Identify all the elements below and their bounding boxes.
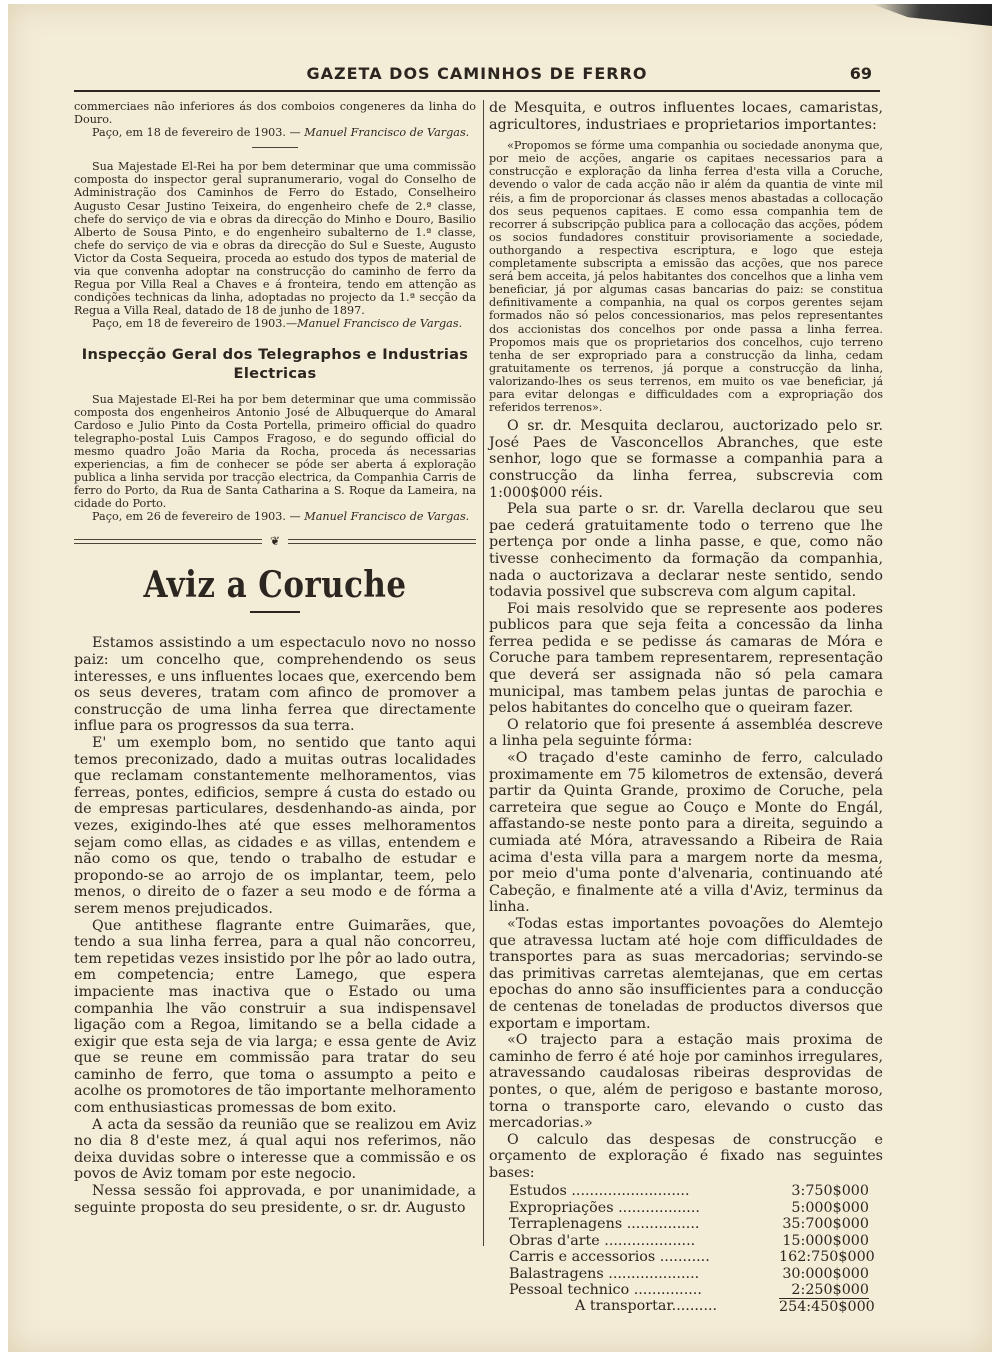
ornament-line — [74, 539, 262, 544]
budget-label: Pessoal technico ............... — [509, 1281, 702, 1298]
article-paragraph: A acta da sessão da reunião que se realizou em Aviz no dia 8 d'este mez, á qual aqui nos referimos, não deixa duvidas sobre o interesse que a commissão e os povos de Aviz tomam por este negocio. — [74, 1116, 476, 1183]
budget-total-row — [489, 1298, 883, 1315]
budget-table — [489, 1183, 883, 1315]
budget-label: Expropriações .................. — [509, 1199, 700, 1216]
title-rule — [250, 611, 300, 613]
budget-row — [489, 1200, 883, 1216]
budget-value: 162:750$000 — [779, 1249, 875, 1266]
signature-name: Manuel Francisco de Vargas. — [297, 317, 463, 331]
budget-total-label: A transportar.......... — [575, 1298, 718, 1315]
left-column — [74, 100, 476, 1250]
budget-label: Terraplenagens ................ — [509, 1216, 700, 1233]
signature-name: Manuel Francisco de Vargas. — [304, 510, 470, 524]
budget-value: 5:000$000 — [791, 1199, 869, 1216]
budget-value: 15:000$000 — [782, 1232, 869, 1249]
signature-date: Paço, em 18 de fevereiro de 1903.— — [92, 317, 298, 331]
budget-label: Obras d'arte .................... — [509, 1232, 696, 1249]
article-paragraph: O sr. dr. Mesquita declarou, auctorizado pelo sr. José Paes de Vasconcellos Abranches, que este senhor, logo que se formasse a companhia para a construcção da linha ferrea, subscrevia com 1:000$000 réis. — [489, 418, 883, 501]
budget-label: Carris e accessorios ........... — [509, 1249, 710, 1266]
budget-label: Balastragens .................... — [509, 1265, 700, 1282]
article-paragraph: Estamos assistindo a um espectaculo novo no nosso paiz: um concelho que, comprehendendo os seus interesses, e uns influentes locaes que, exercendo bem os seus deveres, tratam com afinco de promover a construcção de uma linha ferrea que directamente influe para os progressos da sua terra. — [74, 635, 476, 735]
article-title: Aviz a Coruche — [143, 564, 407, 607]
signature-line — [74, 126, 476, 139]
scan-corner-mark — [872, 4, 992, 26]
article-paragraph: O relatorio que foi presente á assembléa descreve a linha pela seguinte fórma: — [489, 716, 883, 750]
newspaper-page — [8, 4, 992, 1352]
article-paragraph: «O traçado d'este caminho de ferro, calculado proximamente em 75 kilometros de extensão, deverá partir da Quinta Grande, proximo de Coruche, pela carreteira que segue ao Couço e Monte do Engál, affastando-se neste ponto para a direita, seguindo a cumiada até Móra, atravessando a Ribeira de Raia acima d'esta villa para a margem norte da mesma, por meio d'uma ponte d'alvenaria, continuando até Cabeção, e finalmente até a villa d'Aviz, terminus da linha. — [489, 750, 883, 916]
paragraph: commerciaes não inferiores ás dos comboios congeneres da linha do Douro. — [74, 100, 476, 127]
article-paragraph: Nessa sessão foi approvada, e por unanimidade, a seguinte proposta do seu presidente, o sr. dr. Augusto — [74, 1183, 476, 1216]
section-heading: Inspecção Geral dos Telegraphos e Industrias Electricas — [81, 345, 469, 382]
signature-line — [74, 510, 476, 523]
article-paragraph: «O trajecto para a estação mais proxima de caminho de ferro é até hoje por caminhos irregulares, atravessando caudalosas ribeiras desprovidas de pontes, o que, além de perigoso e bastante moroso, torna o transporte caro, elevando o custo das mercadorias.» — [489, 1032, 883, 1132]
ornamental-divider — [74, 535, 476, 547]
budget-value: 2:250$000 — [791, 1281, 869, 1298]
budget-value: 35:700$000 — [782, 1216, 869, 1233]
budget-row — [489, 1233, 883, 1249]
ornament-line — [288, 539, 476, 544]
budget-row — [489, 1266, 883, 1282]
article-paragraph: E' um exemplo bom, no sentido que tanto aqui temos preconizado, dado a muitas outras localidades que reclamam constantemente melhoramentos, vias ferreas, pontes, edificios, sempre á custa do estado ou de empresas particulares, desdenhando-as ainda, por vezes, exigindo-lhes até que esses melhoramentos sejam como ellas, as cidades e as villas, entendem e não como os que, tendo o trabalho de estudar e propondo-se ao arrojo de os implantar, teem, pelo menos, o direito de o fazer a seu modo e de fórma a serem menos prejudicados. — [74, 735, 476, 917]
paragraph: Sua Majestade El-Rei ha por bem determinar que uma commissão composta do inspector geral supranumerario, vogal do Conselho de Administração dos Caminhos de Ferro do Estado, Conselheiro Augusto Cesar Justino Teixeira, do engenheiro chefe de 2.ª classe, chefe do serviço de via e obras da direcção do Minho e Douro, Basilio Alberto de Sousa Pinto, e do engenheiro subalterno de 1.ª classe, chefe do serviço de via e obras da direcção do Sul e Sueste, Augusto Victor da Costa Sequeira, proceda ao estudo dos typos de material de via que convenha adoptar na construcção do caminho de ferro da Regua por Villa Real a Chaves e á fronteira, tendo em attenção as condições technicas da linha, adoptadas no projecto da 1.ª secção da Regua a Villa Real, datado de 18 de junho de 1897. — [74, 160, 476, 318]
article-paragraph: O calculo das despesas de construcção e orçamento de exploração é fixado nas seguintes bases: — [489, 1131, 883, 1181]
paragraph: Sua Majestade El-Rei ha por bem determinar que uma commissão composta dos engenheiros Antonio José de Albuquerque do Amaral Cardoso e Julio Pinto da Costa Portella, primeiro official do quadro telegrapho-postal Luis Campos Fragoso, e do segundo official do mesmo quadro João Maria da Rocha, proceda ás necessarias experiencias, a fim de conhecer se póde ser aberta á exploração publica a linha servida por tracção electrica, da Companhia Carris de ferro do Porto, da Rua de Santa Catharina a S. Roque da Lameira, na cidade do Porto. — [74, 392, 476, 511]
column-divider — [483, 100, 484, 1246]
signature-name: Manuel Francisco de Vargas. — [304, 126, 470, 140]
separator-rule — [252, 147, 298, 148]
article-paragraph: de Mesquita, e outros influentes locaes, camaristas, agricultores, industriaes e proprietarios importantes: — [489, 100, 883, 133]
signature-date: Paço, em 18 de fevereiro de 1903. — — [92, 126, 305, 140]
budget-label: Estudos .......................... — [509, 1183, 690, 1200]
page-number: 69 — [849, 64, 872, 83]
article-paragraph: «Todas estas importantes povoações do Alemtejo que atravessa luctam até hoje com difficuldades de transportes para as suas mercadorias; servindo-se das primitivas carretas alemtejanas, que em certas epochas do anno são insufficientes para a conducção de centenas de toneladas de productos diversos que exportam e importam. — [489, 915, 883, 1032]
budget-value: 30:000$000 — [782, 1265, 869, 1282]
right-column — [489, 100, 883, 1316]
budget-row — [489, 1282, 883, 1298]
budget-row — [489, 1216, 883, 1232]
budget-total-value: 254:450$000 — [779, 1299, 875, 1316]
article-paragraph: Foi mais resolvido que se represente aos poderes publicos para que seja feita a concessão da linha ferrea pedida e se pedisse ás camaras de Móra e Coruche para tambem representarem, representação que deverá ser assignada não só pela camara municipal, mas tambem pelas juntas de parochia e pelos habitantes do concelho que o queiram fazer. — [489, 600, 883, 717]
budget-row — [489, 1249, 883, 1265]
signature-line — [74, 317, 476, 330]
signature-date: Paço, em 26 de fevereiro de 1903. — — [92, 510, 305, 524]
page-header — [74, 62, 880, 92]
budget-value: 3:750$000 — [791, 1183, 869, 1200]
fleuron-icon: ❦ — [269, 534, 281, 549]
budget-row — [489, 1183, 883, 1199]
quoted-proposal: «Propomos se fórme uma companhia ou sociedade anonyma que, por meio de acções, angarie os capitaes necessarios para a construcção e exploração da linha ferrea d'esta villa a Coruche, devendo o valor de cada acção não ir além da quantia de vinte mil réis, a fim de proporcionar ás classes menos abastadas a collocação dos seus pequenos capitaes. E como essa companhia tem de recorrer á subscripção publica para a collocação das acções, pódem os socios fundadores constituir provisoriamente a sociedade, outhorgando a respectiva escriptura, e logo que esteja completamente subscripta a emissão das acções, que nos parece será bem acceita, já pelos habitantes dos concelhos que a linha vem beneficiar, já por algumas casas bancarias do paiz: se constitua definitivamente a companhia, na qual os corpos gerentes sejam formados não só pelos concessionarios, mas pelos representantes dos accionistas dos concelhos por onde passa a linha ferrea. Propomos mais que os proprietarios dos concelhos, cujo terreno tenha de ser expropriado para a construcção da linha, cedam gratuitamente os terrenos, já porque a construcção da linha, valorizando-lhes os seus terrenos, em muito os vae beneficiar, já para evitar delongas e difficuldades com a expropriação dos referidos terrenos». — [489, 139, 883, 415]
page-title: GAZETA DOS CAMINHOS DE FERRO — [306, 64, 648, 83]
article-paragraph: Pela sua parte o sr. dr. Varella declarou que seu pae cederá gratuitamente todo o terreno que lhe pertença por onde a linha passe, e que, como não tivesse conhecimento da formação da companhia, nada o auctorizava a declarar neste sentido, sendo todavia possivel que subscreva com algum capital. — [489, 501, 883, 601]
article-paragraph: Que antithese flagrante entre Guimarães, que, tendo a sua linha ferrea, para a qual não concorreu, tem repetidas vezes insistido por lhe pôr ao lado outra, em competencia; entre Lamego, que espera impaciente mas inactiva que o Estado ou uma companhia lhe vão construir a sua indispensavel ligação com a Regoa, limitando se a bella cidade a exigir que esta seja de via larga; e essa gente de Aviz que se reune em commissão para tratar do seu caminho de ferro, que toma o assumpto a peito e acolhe os promotores de tão importante melhoramento com enthusiasticas promessas de bom exito. — [74, 917, 476, 1117]
